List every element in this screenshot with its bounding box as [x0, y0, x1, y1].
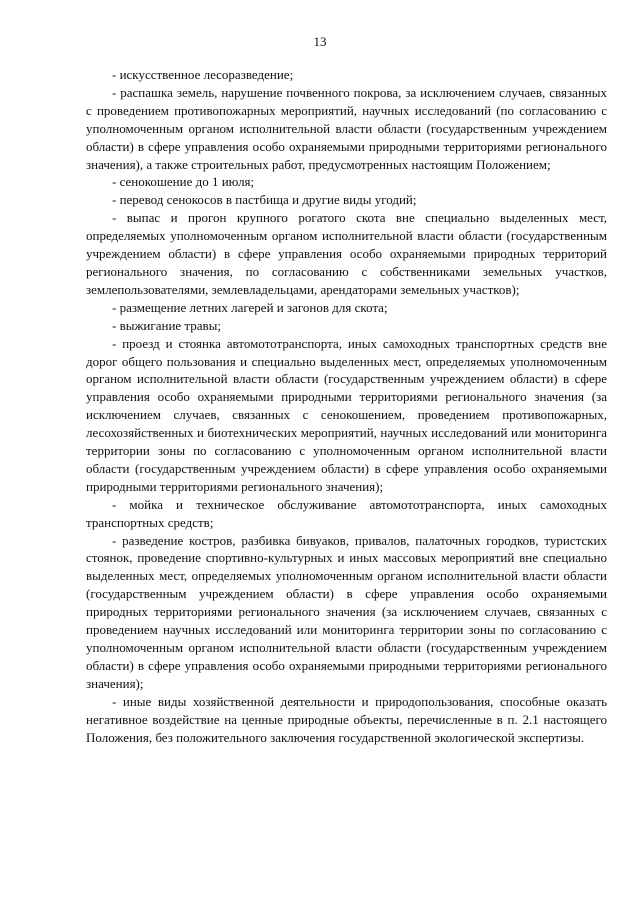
- list-item: - выжигание травы;: [112, 317, 222, 333]
- list-item: - искусственное лесоразведение;: [112, 67, 294, 82]
- list-item: - иные виды хозяйственной деятельности и природопользования, способные оказать негативное воздействие на ценные природные объекты, перечисленные в п. 2.1 настоящего Положения, без положительного заключения государственной экологической экспертизы.: [86, 693, 607, 745]
- list-item: - мойка и техническое обслуживание автомототранспорта, иных самоходных транспортных средств;: [86, 496, 607, 530]
- list-item: - разведение костров, разбивка бивуаков, привалов, палаточных городков, туристских стоянок, проведение спортивно-культурных и иных массовых мероприятий вне специально выделенных мест, определяемых уполномоченным органом исполнительной власти области (государственным учреждением области) в сфере управления особо охраняемыми природных территориями регионального значения (за исключением случаев, связанных с проведением научных исследований или мониторинга территории зоны по согласованию с уполномоченным органом исполнительной власти области (государственным учреждением области) в сфере управления особо охраняемыми природными территориями регионального значения);: [86, 532, 607, 691]
- page-number: 13: [313, 34, 327, 49]
- document-body: [86, 66, 607, 746]
- list-item: - проезд и стоянка автомототранспорта, иных самоходных транспортных средств вне дорог общего пользования и специально выделенных мест, определяемых уполномоченным органом исполнительной власти области (государственным учреждением области) в сфере управления особо охраняемыми природными территориями регионального значения (за исключением случаев, связанных с сенокошением, проведением противопожарных, лесохозяйственных и биотехнических мероприятий, научных исследований или мониторинга территории зоны по согласованию с уполномоченным органом исполнительной власти области (государственным учреждением области) в сфере управления особо охраняемыми природными территориями регионального значения);: [86, 335, 607, 494]
- list-item: - сенокошение до 1 июля;: [112, 174, 255, 190]
- list-item: - перевод сенокосов в пастбища и другие виды угодий;: [112, 192, 417, 208]
- list-item: - размещение летних лагерей и загонов для скота;: [112, 299, 388, 315]
- list-item: - выпас и прогон крупного рогатого скота вне специально выделенных мест, определяемых уполномоченным органом исполнительной власти области (государственным учреждением области) в сфере управления особо охраняемыми природных территорий регионального значения, по согласованию с собственниками земельных участков, землепользователями, землевладельцами, арендаторами земельных участков);: [86, 210, 607, 297]
- list-item: - распашка земель, нарушение почвенного покрова, за исключением случаев, связанных с проведением противопожарных мероприятий, научных исследований (по согласованию с уполномоченным органом исполнительной власти области (государственным учреждением области) в сфере управления особо охраняемыми природными территориями регионального значения), а также строительных работ, предусмотренных настоящим Положением;: [86, 84, 607, 172]
